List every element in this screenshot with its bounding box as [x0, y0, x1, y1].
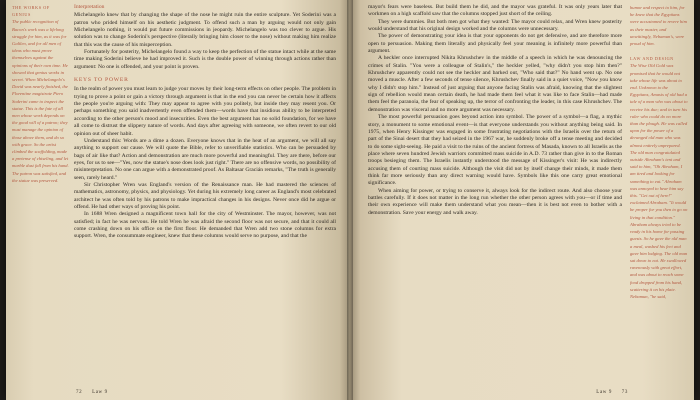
- left-sidebar: [12, 4, 70, 184]
- left-footer: [76, 390, 108, 395]
- right-main-text: [368, 4, 622, 217]
- left-sidebar-text: The public recognition of Bacon's work was a lifelong struggle for him, as it was for Galileo, and for all men of ideas who must prove themselves against the opinions of their own time. He showed that genius works in secret. When Michelangelo's David was nearly finished, the Florentine magistrate Piero Soderini came to inspect the statue. This is the fate of all men whose work depends on the good will of a patron; they must manage the opinion of those above them, and do so with grace. So the artist climbed the scaffolding, made a pretense of chiseling, and let marble dust fall from his hand. The patron was satisfied, and the statue was preserved.: [12, 19, 69, 183]
- keys-to-power-heading: KEYS TO POWER: [74, 77, 129, 84]
- right-footer: [596, 390, 628, 395]
- paragraph: They were dummies. But both men got what they wanted: The mayor could relax, and Wren knew posterity would understand that his original design worked and the columns were unnecessary.: [368, 18, 622, 33]
- page-number: 72: [76, 390, 83, 395]
- paragraph: Understand this: Words are a dime a dozen. Everyone knows that in the heat of an argument, we will all say anything to support our cause. We will quote the Bible, refer to unverifiable statistics. Who can be persuaded by bags of air like that? Action and demonstration are much more powerful and meaningful. They are there, before our eyes, for us to see—"Yes, now the statue's nose does look just right." There are no offensive words, no possibility of misinterpretation. No one can argue with a demonstrated proof. As Baltasar Gracián remarks, "The truth is generally seen, rarely heard.": [74, 137, 336, 181]
- left-main-text: [74, 4, 336, 241]
- paragraph: When aiming for power, or trying to conserve it, always look for the indirect route. And also choose your battles carefully. If it does not matter in the long run whether the other person agrees with you—or if time and their own experience will make them understand what you mean—then it is best not even to bother with a demonstration. Save your energy and walk away.: [368, 187, 622, 216]
- right-sidebar: [630, 4, 688, 300]
- left-page: [6, 0, 350, 400]
- paragraph: In 1688 Wren designed a magnificent town hall for the city of Westminster. The mayor, however, was not satisfied; in fact he was nervous. He told Wren he was afraid the second floor was not secure, and that it could all come crashing down on his office on the first floor. He demanded that Wren add two stone columns for extra support. Wren, the consummate engineer, knew that these columns would serve no purpose, and that the: [74, 211, 336, 240]
- paragraph: The power of demonstrating your idea is that your opponents do not get defensive, and are therefore more open to persuasion. Making them literally and physically feel your meaning is infinitely more powerful than argument.: [368, 33, 622, 55]
- book-gutter: [347, 0, 353, 400]
- paragraph: Fortunately for posterity, Michelangelo found a way to keep the perfection of the statue intact while at the same time making Soderini believe he had improved it. Such is the double power of winning through actions rather than argument: No one is offended, and your point is proven.: [74, 49, 336, 70]
- open-book: [6, 0, 694, 400]
- paragraph: Michelangelo knew that by changing the shape of the nose he might ruin the entire sculpture. Yet Soderini was a patron who prided himself on his aesthetic judgment. To offend such a man by arguing would not only gain Michelangelo nothing, it would put future commissions in jeopardy. Michelangelo was too clever to argue. His solution was to change Soderini's perspective (literally bringing him closer to the nose) without making him realize that this was the cause of his misperception.: [74, 12, 336, 48]
- right-sidebar-heading: LAW AND DESIGN: [630, 56, 674, 62]
- paragraph: Sir Christopher Wren was England's version of the Renaissance man. He had mastered the sciences of mathematics, astronomy, physics, and physiology. Yet during his extremely long career as England's most celebrated architect he was often told by his patrons to make impractical changes in his designs. Never once did he argue or offend. He had other ways of proving his point.: [74, 181, 336, 210]
- page-number: 73: [621, 390, 628, 395]
- paragraph: mayor's fears were baseless. But build them he did, and the mayor was grateful. It was only years later that workmen on a high scaffold saw that the columns stopped just short of the ceiling.: [368, 4, 622, 18]
- right-page: [350, 0, 694, 400]
- running-head: Law 9: [92, 390, 108, 395]
- interpretation-heading: Interpretation: [74, 4, 105, 10]
- running-head: Law 9: [596, 390, 612, 395]
- left-sidebar-heading: THE WORKS OF GENIUS: [12, 5, 50, 18]
- paragraph: A heckler once interrupted Nikita Khrushchev in the middle of a speech in which he was denouncing the crimes of Stalin. "You were a colleague of Stalin's," the heckler yelled, "why didn't you stop him then?" Khrushchev apparently could not see the heckler and barked out, "Who said that?" No hand went up. No one moved a muscle. After a few seconds of tense silence, Khrushchev finally said in a quiet voice, "Now you know why I didn't stop him." Instead of just arguing that anyone facing Stalin was afraid, knowing that the slightest sign of rebellion would mean certain death, he had made them feel what it was like to face Stalin—had made them feel the paranoia, the fear of speaking up, the terror of confronting the leader, in this case Khrushchev. The demonstration was visceral and no more argument was necessary.: [368, 55, 622, 113]
- right-sidebar-text: humor and respect to him, for he knew that the Egyptians were accustomed to revere him as their master, and unwittingly, Nebamun's, were proud of him.: [630, 5, 687, 47]
- paragraph: In the realm of power you must learn to judge your moves by their long-term effects on other people. The problem in trying to prove a point or gain a victory through argument is that in the end you can never be certain how it affects the people you're arguing with: They may appear to agree with you politely, but inside they may resent you. Or perhaps something you said inadvertently even offended them—words have that insidious ability to be interpreted according to the other person's mood and insecurities. Even the best argument has no solid foundation, for we have all come to distrust the slippery nature of words. And days after agreeing with someone, we often revert to our old opinion out of sheer habit.: [74, 86, 337, 137]
- paragraph: The most powerful persuasion goes beyond action into symbol. The power of a symbol—a flag, a mythic story, a monument to some emotional event—is that everyone understands you without anything being said. In 1975, when Henry Kissinger was engaged in some frustrating negotiations with the Israelis over the return of part of the Sinai desert that they had seized in the 1967 war, he suddenly broke off a tense meeting and decided to do some sight-seeing. He paid a visit to the ruins of the ancient fortress of Masada, known to all Israelis as the place where seven hundred Jewish warriors committed mass suicide in A.D. 73 rather than give in to the Roman troops besieging them. The Israelis instantly understood the message of Kissinger's visit: He was indirectly accusing them of courting mass suicide. Although the visit did not by itself change their minds, it made them think far more seriously than any direct warning would have. Symbols like this one carry great emotional significance.: [368, 114, 622, 187]
- right-sidebar-story: The Wise Old Gold was promised that he would not take whose life was about to end. Unknown to the Egyptians, Amasis of old had a tale of a man who was about to receive his due; and in turn his ruler who could do no more than the plough. He was called upon for the power of a deranged old man who was almost entirely unprepared. The old man congratulated outside Abraham's tent and said to him, "Oh Abraham, I am tired and looking for something to eat." Abraham was annoyed to hear him say this. "Get out of here!" exclaimed Abraham. "It would be proper for you then to go on living in that condition." Abraham always tried to be ready in his home for passing guests. So he gave the old man a meal, washed his feet and gave him lodging. The old man sat down to eat. He swallowed ravenously with great effort, and was about to reach some food dropped from his hand, scattering it on his plate. Nebamun, "he said,: [630, 63, 688, 299]
